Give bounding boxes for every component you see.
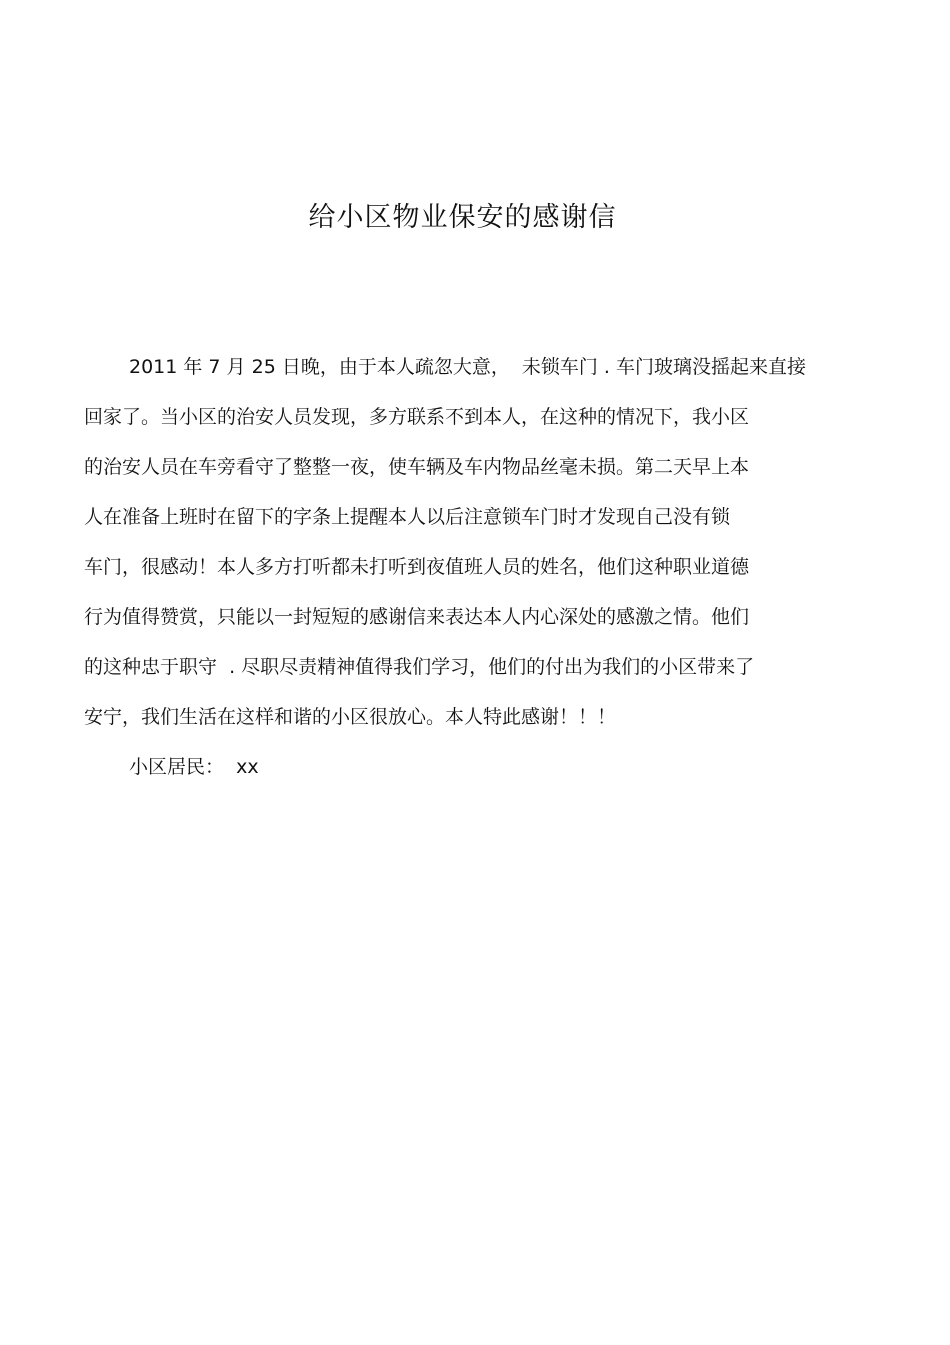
body-line-6: 行为值得赞赏，只能以一封短短的感谢信来表达本人内心深处的感激之情。他们	[84, 606, 750, 628]
body-line-2: 回家了。当小区的治安人员发现，多方联系不到本人，在这种的情况下，我小区	[84, 406, 750, 428]
body-line-1: 2011 年 7 月 25 日晚，由于本人疏忽大意， 未锁车门 . 车门玻璃没摇起来直接	[129, 356, 807, 378]
body-line-3: 的治安人员在车旁看守了整整一夜，使车辆及车内物品丝毫未损。第二天早上本	[84, 456, 750, 478]
body-line-7: 的这种忠于职守 . 尽职尽责精神值得我们学习，他们的付出为我们的小区带来了	[84, 656, 755, 678]
signature-line: 小区居民： xx	[129, 756, 259, 778]
body-line-8: 安宁，我们生活在这样和谐的小区很放心。本人特此感谢！！！	[84, 706, 617, 728]
body-line-4: 人在准备上班时在留下的字条上提醒本人以后注意锁车门时才发现自己没有锁	[84, 506, 731, 528]
letter-title: 给小区物业保安的感谢信	[308, 202, 617, 233]
body-line-5: 车门，很感动！本人多方打听都未打听到夜值班人员的姓名，他们这种职业道德	[84, 556, 750, 578]
